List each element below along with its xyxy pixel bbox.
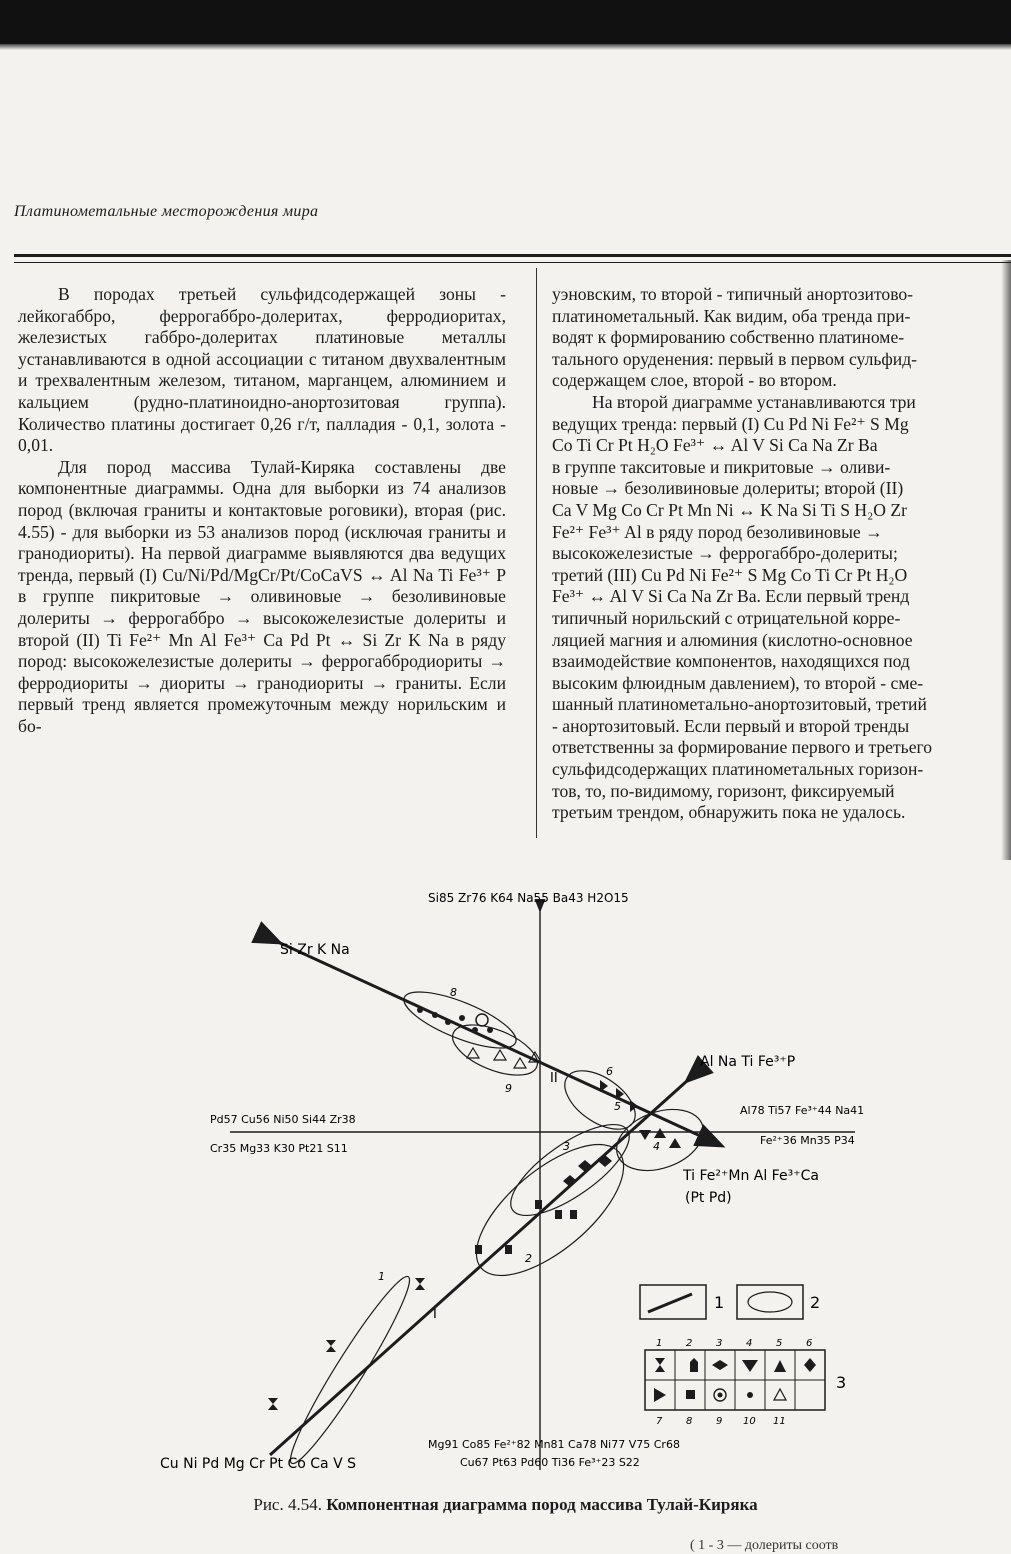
text-line: взаимодействие компонентов, находящихся под (552, 651, 910, 672)
legend-symbol-number: 3 (716, 1338, 723, 1349)
field-number: 8 (450, 986, 457, 999)
paragraph: В породах третьей сульфидсодержащей зоны - лейкогаббро, феррогаббро-долеритах, ферродиоритах, железистых габбро-долеритах платиновые металлы устанавливаются в одной ассоциации с титаном двухвалентным и трехвалентным железом, титаном, марганцем, алюминием и кальцием (рудно-платиноидно-анортозитовая группа). Количество платины достигает 0,26 г/т, палладия - 0,1, золота - 0,01. (18, 284, 506, 456)
text-line: ляцией магния и алюминия (кислотно-основное (552, 629, 913, 650)
point-symbols (268, 1007, 681, 1410)
text-line: третьим трендом, обнаружить пока не удалось. (552, 802, 906, 823)
component-diagram (130, 870, 870, 1480)
text-line: высоким флюидным давлением), то второй - сме- (552, 672, 924, 693)
trend-numeral: I (433, 1307, 437, 1322)
legend-symbol-number: 11 (773, 1416, 786, 1427)
right-axis-label-2: Fe²⁺36 Mn35 P34 (760, 1134, 855, 1147)
text-line: ведущих тренда: первый (I) Cu Pd Ni Fe²⁺ S Mg (552, 413, 909, 434)
text-line: тального оруденения: первый в первом сульфид- (552, 348, 918, 369)
text-line: новые → безоливиновые долериты; второй (II) (552, 478, 904, 499)
legend (640, 1285, 846, 1427)
right-column (552, 284, 1008, 824)
trend-line-I (270, 1080, 688, 1455)
legend-symbol-number: 7 (656, 1416, 663, 1427)
text-line: водят к формированию собственно платиноме- (552, 327, 905, 348)
legend-symbol-number: 8 (686, 1416, 693, 1427)
paragraph: Для пород массива Тулай-Киряка составлены две компонентные диаграммы. Одна для выборки из 74 анализов пород (включая граниты и контактовые роговики), вторая (рис. 4.55) - для выборки из 53 анализов пород (исключая граниты и гранодиориты). На первой диаграмме выявляются два ведущих тренда, первый (I) Cu/Ni/Pd/MgCr/Pt/CoCaVS ↔ Al Na Ti Fe³⁺ P в группе пикритовые → оливиновые → безоливиновые долериты → феррогаббро → высокожелезистые долериты и второй (II) Ti Fe²⁺ Mn Al Fe³⁺ Ca Pd Pt ↔ Si Zr K Na в ряду пород: высокожелезистые долериты → феррогаббродиориты → ферродиориты → диориты → гранодиориты → граниты. Если первый тренд является промежуточным между норильским и бо- (18, 456, 506, 736)
left-column (18, 284, 506, 737)
column-divider (536, 268, 537, 838)
text-line: Fe²⁺ Fe³⁺ Al в ряду пород безоливиновые → (552, 521, 883, 542)
legend-symbol-number: 4 (746, 1338, 753, 1349)
diagram-svg (130, 870, 870, 1480)
top-axis-label: Si85 Zr76 K64 Na55 Ba43 H2O15 (428, 891, 629, 905)
text-line: Co Ti Cr Pt H₂O Fe³⁺ ↔ Al V Si Ca Na Zr Ba (552, 435, 878, 456)
field-number: 6 (606, 1065, 613, 1078)
cut-off-footnote: ( 1 - 3 — долериты соотв (690, 1538, 839, 1553)
text-line: содержащем слое, второй - во втором. (552, 370, 837, 391)
right-axis-label-1: Al78 Ti57 Fe³⁺44 Na41 (740, 1104, 865, 1117)
caption-title: Компонентная диаграмма пород массива Тулай-Киряка (326, 1495, 758, 1514)
field-number: 4 (653, 1140, 660, 1153)
text-line: уэновским, то второй - типичный анортозитово- (552, 284, 914, 304)
legend-symbol-number: 6 (806, 1338, 813, 1349)
lower-right-arrow-sublabel: (Pt Pd) (685, 1190, 732, 1206)
text-line: Fe³⁺ ↔ Al V Si Ca Na Zr Ba. Если первый тренд (552, 586, 910, 607)
left-axis-label-2: Cr35 Mg33 K30 Pt21 S11 (210, 1142, 348, 1155)
text-line: типичный норильский с отрицательной корре- (552, 607, 901, 628)
field-number: 3 (563, 1140, 570, 1153)
trend-numeral: II (550, 1071, 558, 1086)
text-line: ответственны за формирование первого и третьего (552, 737, 933, 758)
header-rule-thin (14, 262, 1011, 263)
left-axis-label-1: Pd57 Cu56 Ni50 Si44 Zr38 (210, 1113, 356, 1126)
text-line: сульфидсодержащих платинометальных горизон- (552, 759, 924, 780)
text-line: третий (III) Cu Pd Ni Fe²⁺ S Mg Co Ti Cr Pt H₂O (552, 564, 908, 585)
bottom-axis-label-1: Mg91 Co85 Fe²⁺82 Mn81 Ca78 Ni77 V75 Cr68 (428, 1438, 680, 1451)
figure-caption (0, 1495, 1011, 1515)
text-line: платинометальный. Как видим, оба тренда при- (552, 305, 911, 326)
field-number: 2 (525, 1252, 532, 1265)
text-line: в группе такситовые и пикритовые → оливи- (552, 456, 891, 477)
legend-symbol-number: 2 (686, 1338, 693, 1349)
text-line: На второй диаграмме устанавливаются три (592, 391, 916, 412)
header-rule-thick (14, 254, 1011, 257)
lower-left-arrow-label: Cu Ni Pd Mg Cr Pt Co Ca V S (160, 1456, 356, 1472)
text-line: - анортозитовый. Если первый и второй тренды (552, 715, 910, 736)
running-header: Платинометальные месторождения мира (14, 203, 319, 220)
legend-item-number: 1 (714, 1293, 725, 1312)
caption-prefix: Рис. 4.54. (253, 1495, 322, 1514)
bottom-axis-label-2: Cu67 Pt63 Pd60 Ti36 Fe³⁺23 S22 (460, 1456, 640, 1469)
upper-left-arrow-label: Si Zr K Na (280, 942, 350, 958)
field-number: 1 (378, 1270, 385, 1283)
field-1 (280, 1269, 420, 1470)
text-line: тов, то, по-видимому, горизонт, фиксируемый (552, 780, 895, 801)
legend-item-number: 3 (836, 1373, 847, 1392)
right-arrow-label: Al Na Ti Fe³⁺P (700, 1054, 796, 1070)
scan-top-band (0, 0, 1011, 44)
text-line: Ca V Mg Co Cr Pt Mn Ni ↔ K Na Si Ti S H₂O Zr (552, 499, 907, 520)
text-line: высокожелезистые → феррогаббро-долериты; (552, 543, 898, 564)
scan-top-shadow (0, 44, 1011, 50)
lower-right-arrow-label: Ti Fe²⁺Mn Al Fe³⁺Ca (683, 1168, 819, 1184)
field-number: 9 (505, 1082, 512, 1095)
legend-symbol-number: 9 (716, 1416, 723, 1427)
text-line: шанный платинометально-анортозитовый, третий (552, 694, 927, 715)
legend-symbol-number: 1 (656, 1338, 663, 1349)
legend-symbol-number: 5 (776, 1338, 783, 1349)
legend-symbol-number: 10 (743, 1416, 756, 1427)
field-number: 5 (614, 1100, 621, 1113)
legend-item-number: 2 (810, 1293, 821, 1312)
